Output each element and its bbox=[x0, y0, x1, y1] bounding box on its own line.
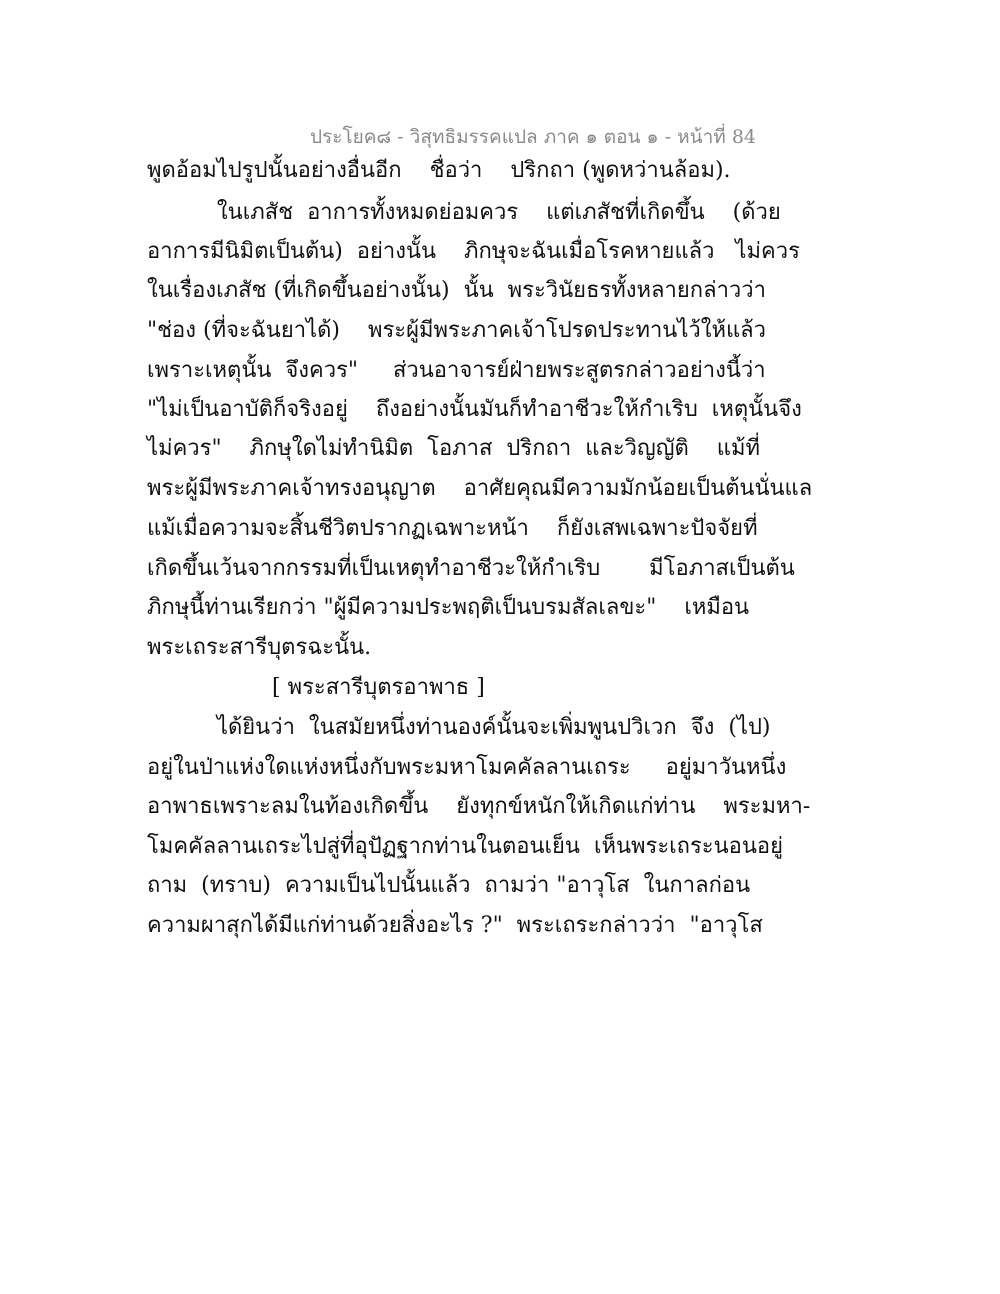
text-line: อยู่ในป่าแห่งใดแห่งหนึ่งกับพระมหาโมคคัลลานเถระ อยู่มาวันหนึ่ง bbox=[147, 755, 787, 780]
text-line: ความผาสุกได้มีแก่ท่านด้วยสิ่งอะไร ?" พระเถระกล่าวว่า "อาวุโส bbox=[147, 913, 763, 938]
text-line: ในเภสัช อาการทั้งหมดย่อมควร แต่เภสัชที่เกิดขึ้น (ด้วย bbox=[147, 200, 781, 225]
text-line: พระเถระสารีบุตรฉะนั้น. bbox=[147, 635, 372, 660]
text-line: อาพาธเพราะลมในท้องเกิดขึ้น ยังทุกข์หนักให้เกิดแก่ท่าน พระมหา- bbox=[147, 794, 811, 819]
text-line: พูดอ้อมไปรูปนั้นอย่างอื่นอีก ชื่อว่า ปริกถา (พูดหว่านล้อม). bbox=[147, 158, 731, 183]
text-line: อาการมีนิมิตเป็นต้น) อย่างนั้น ภิกษุจะฉันเมื่อโรคหายแล้ว ไม่ควร bbox=[147, 239, 800, 264]
text-line: เกิดขึ้นเว้นจากกรรมที่เป็นเหตุทำอาชีวะให้กำเริบ มีโอภาสเป็นต้น bbox=[147, 556, 795, 581]
text-line: "ช่อง (ที่จะฉันยาได้) พระผู้มีพระภาคเจ้าโปรดประทานไว้ให้แล้ว bbox=[147, 318, 767, 343]
text-line: ได้ยินว่า ในสมัยหนึ่งท่านองค์นั้นจะเพิ่มพูนปวิเวก จึง (ไป) bbox=[147, 715, 771, 740]
text-line: ไม่ควร" ภิกษุใดไม่ทำนิมิต โอภาส ปริกถา และวิญญัติ แม้ที่ bbox=[147, 436, 760, 461]
text-line: "ไม่เป็นอาบัติก็จริงอยู่ ถึงอย่างนั้นมันก็ทำอาชีวะให้กำเริบ เหตุนั้นจึง bbox=[147, 397, 802, 422]
section-heading: [ พระสารีบุตรอาพาธ ] bbox=[272, 675, 485, 700]
text-line: ถาม (ทราบ) ความเป็นไปนั้นแล้ว ถามว่า "อาวุโส ในกาลก่อน bbox=[147, 873, 751, 898]
text-line: ภิกษุนี้ท่านเรียกว่า "ผู้มีความประพฤติเป็นบรมสัลเลขะ" เหมือน bbox=[147, 595, 750, 620]
page-header: ประโยค๘ - วิสุทธิมรรคแปล ภาค ๑ ตอน ๑ - หน้าที่ 84 bbox=[310, 126, 756, 148]
text-line: ในเรื่องเภสัช (ที่เกิดขึ้นอย่างนั้น) นั้น พระวินัยธรทั้งหลายกล่าวว่า bbox=[147, 278, 766, 303]
text-line: เพราะเหตุนั้น จึงควร" ส่วนอาจารย์ฝ่ายพระสูตรกล่าวอย่างนี้ว่า bbox=[147, 358, 766, 383]
text-line: แม้เมื่อความจะสิ้นชีวิตปรากฏเฉพาะหน้า ก็ยังเสพเฉพาะปัจจัยที่ bbox=[147, 516, 758, 541]
text-line: โมคคัลลานเถระไปสู่ที่อุปัฏฐากท่านในตอนเย็น เห็นพระเถระนอนอยู่ bbox=[147, 834, 784, 859]
text-line: พระผู้มีพระภาคเจ้าทรงอนุญาต อาศัยคุณมีความมักน้อยเป็นต้นนั่นแล bbox=[147, 476, 813, 501]
